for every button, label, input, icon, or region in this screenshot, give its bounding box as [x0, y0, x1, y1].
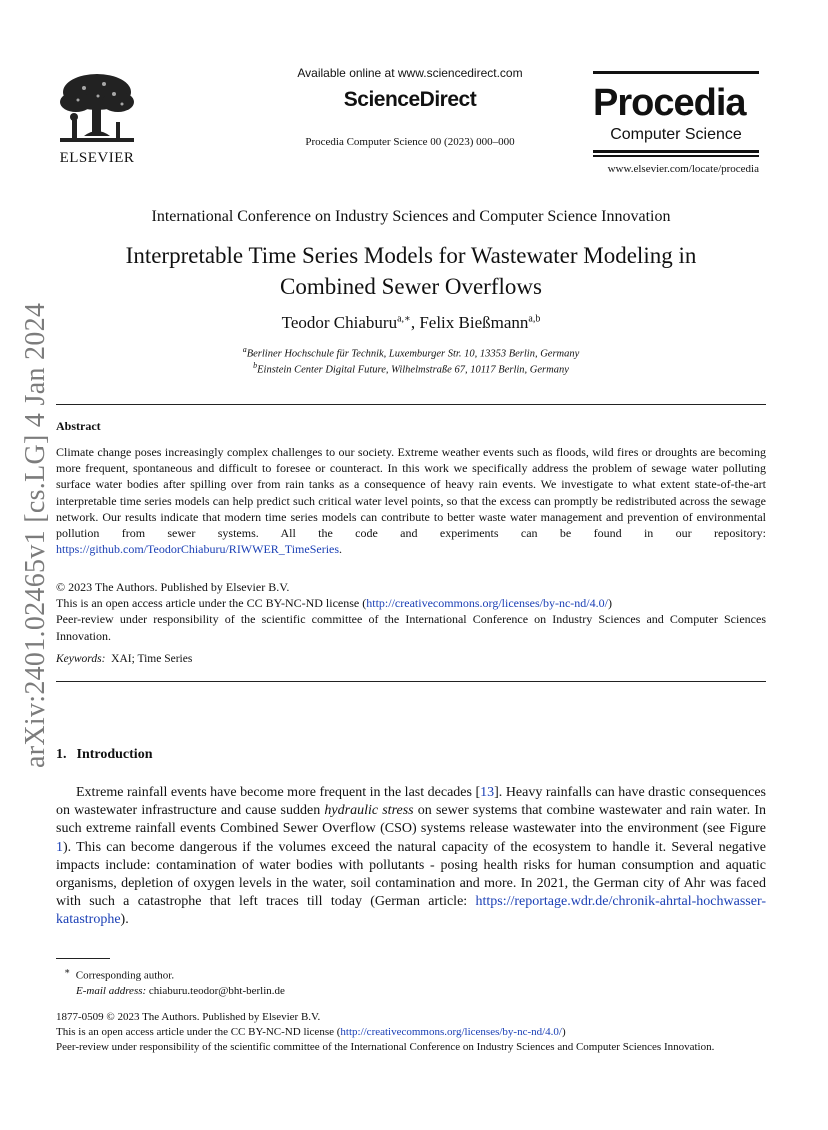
intro-text: ]. Heavy rainfalls can have drastic consequences on wastewater infrastructure and cause sudden: [56, 785, 766, 819]
abstract-paragraph: Climate change poses increasingly complex challenges to our society. Extreme weather events such as floods, wild fires or droughts are becoming more frequent, spontaneous and difficult to foresee or counteract. In this work we specifically address the problem of sewage water polluting surface water bodies after spilling over from rain tanks as a consequence of heavy rain events. We investigate to what extent state-of-the-art interpretable time series models can help predict such critical water level points, so that the excess can promptly be redistributed across the sewage network. Our results indicate that modern time series models can contribute to better waste water management and prevention of environmental pollution from sewer systems. All the code and experiments can be found in our repository:: [56, 445, 766, 541]
journal-url-link[interactable]: www.elsevier.com/locate/procedia: [607, 163, 759, 175]
author-separator: ,: [410, 313, 420, 332]
paper-title: [56, 240, 766, 302]
figure-ref-link[interactable]: 1: [56, 839, 63, 855]
introduction-paragraph: [56, 784, 766, 930]
article-link[interactable]: https://reportage.wdr.de/chronik-ahrtal-hochwasser-katastrophe: [56, 894, 766, 928]
issn-license-line: [56, 1025, 766, 1040]
footnote-email: [56, 984, 285, 999]
keywords-label: Keywords:: [56, 653, 106, 665]
procedia-title: Procedia: [593, 82, 746, 124]
paper-title-line2: Combined Sewer Overflows: [280, 274, 542, 299]
affiliation-mark: a: [242, 345, 247, 354]
elsevier-wordmark: ELSEVIER: [59, 150, 135, 166]
keywords: [56, 653, 192, 665]
journal-reference: Procedia Computer Science 00 (2023) 000–000: [305, 136, 515, 148]
affiliation-text: Einstein Center Digital Future, Wilhelmstraße 67, 10117 Berlin, Germany: [257, 364, 569, 376]
footnote-mark: ∗: [64, 966, 71, 976]
divider: [56, 404, 766, 405]
affiliation-mark: b: [253, 361, 258, 370]
sciencedirect-logo: ScienceDirect: [343, 88, 477, 111]
procedia-top-bar: [593, 71, 759, 74]
license-prefix: This is an open access article under the CC BY-NC-ND license (: [56, 596, 367, 611]
issn-license-link[interactable]: http://creativecommons.org/licenses/by-nc-nd/4.0/: [340, 1026, 562, 1038]
author-list: [56, 313, 766, 333]
procedia-bottom-bar: [593, 150, 759, 153]
license-line: [56, 595, 766, 611]
arxiv-stamp: arXiv:2401.02465v1 [cs.LG] 4 Jan 2024: [20, 302, 51, 768]
issn-peer-review-line: Peer-review under responsibility of the scientific committee of the International Conference on Industry Sciences and Computer Sciences Innovation.: [56, 1041, 715, 1053]
affiliation: [56, 345, 766, 360]
author-affiliation-mark: a,∗: [397, 313, 411, 325]
intro-text: ). This can become dangerous if the volumes exceed the natural capacity of the ecosystem to handle it. Several negative impacts include: contamination of water bodies with pollutants - posing health risks for human consumption and aquatic organisms, depletion of oxygen levels in the water, soil contamination and more. In 2021, the German city of Ahr was faced with such a catastrophe that left traces till today (German article:: [56, 839, 766, 910]
copyright-line: © 2023 The Authors. Published by Elsevier B.V.: [56, 580, 290, 594]
conference-name: International Conference on Industry Sciences and Computer Science Innovation: [151, 208, 671, 225]
section-title: Introduction: [76, 747, 153, 762]
intro-text: ).: [120, 912, 129, 928]
section-number: 1.: [56, 747, 67, 762]
elsevier-logo: [52, 70, 142, 167]
elsevier-tree-icon: [54, 70, 140, 148]
footnote: [56, 964, 285, 999]
author-affiliation-mark: a,b: [528, 313, 541, 325]
section-heading: [56, 747, 152, 763]
issn-line: 1877-0509 © 2023 The Authors. Published by Elsevier B.V.: [56, 1011, 321, 1023]
header-center: [220, 66, 600, 148]
author-name: Felix Bießmann: [419, 313, 529, 332]
procedia-subtitle: Computer Science: [610, 126, 742, 143]
intro-emphasis: hydraulic stress: [324, 803, 414, 819]
procedia-logo: [593, 71, 759, 175]
keywords-values: XAI; Time Series: [111, 653, 193, 665]
footnote-corresponding-text: Corresponding author.: [75, 969, 175, 982]
peer-review-line: Peer-review under responsibility of the scientific committee of the International Conference on Industry Sciences and Computer Sciences Innovation.: [56, 612, 766, 643]
repository-link[interactable]: https://github.com/TeodorChiaburu/RIWWER_TimeSeries: [56, 542, 340, 557]
abstract-end: .: [339, 542, 343, 557]
affiliation-text: Berliner Hochschule für Technik, Luxemburger Str. 10, 13353 Berlin, Germany: [246, 348, 580, 360]
affiliation: [56, 361, 766, 376]
footnote-divider: [56, 958, 110, 959]
issn-block: [56, 1010, 766, 1055]
email-label: E-mail address:: [76, 984, 147, 997]
issn-license-suffix: ): [562, 1026, 566, 1038]
author-name: Teodor Chiaburu: [281, 313, 398, 332]
abstract-text: [56, 444, 766, 557]
divider: [56, 681, 766, 682]
intro-text: Extreme rainfall events have become more frequent in the last decades [: [76, 785, 481, 800]
paper-title-line1: Interpretable Time Series Models for Wastewater Modeling in: [125, 243, 697, 268]
available-online-text: Available online at www.sciencedirect.com: [297, 66, 523, 80]
intro-text: on sewer systems that combine wastewater and rain water. In such extreme rainfall events Combined Sewer Overflow (CSO) systems release wastewater into the environment (see Figure: [56, 803, 766, 837]
license-link[interactable]: http://creativecommons.org/licenses/by-nc-nd/4.0/: [366, 596, 608, 611]
abstract-heading: Abstract: [56, 419, 101, 433]
footnote-corresponding: [56, 964, 285, 984]
issn-license-prefix: This is an open access article under the CC BY-NC-ND license (: [56, 1026, 341, 1038]
citation-link[interactable]: 13: [480, 785, 495, 800]
email-address[interactable]: chiaburu.teodor@bht-berlin.de: [148, 984, 285, 997]
procedia-bottom-bar-thin: [593, 155, 759, 157]
license-suffix: ): [607, 596, 612, 611]
copyright-block: [56, 579, 766, 644]
